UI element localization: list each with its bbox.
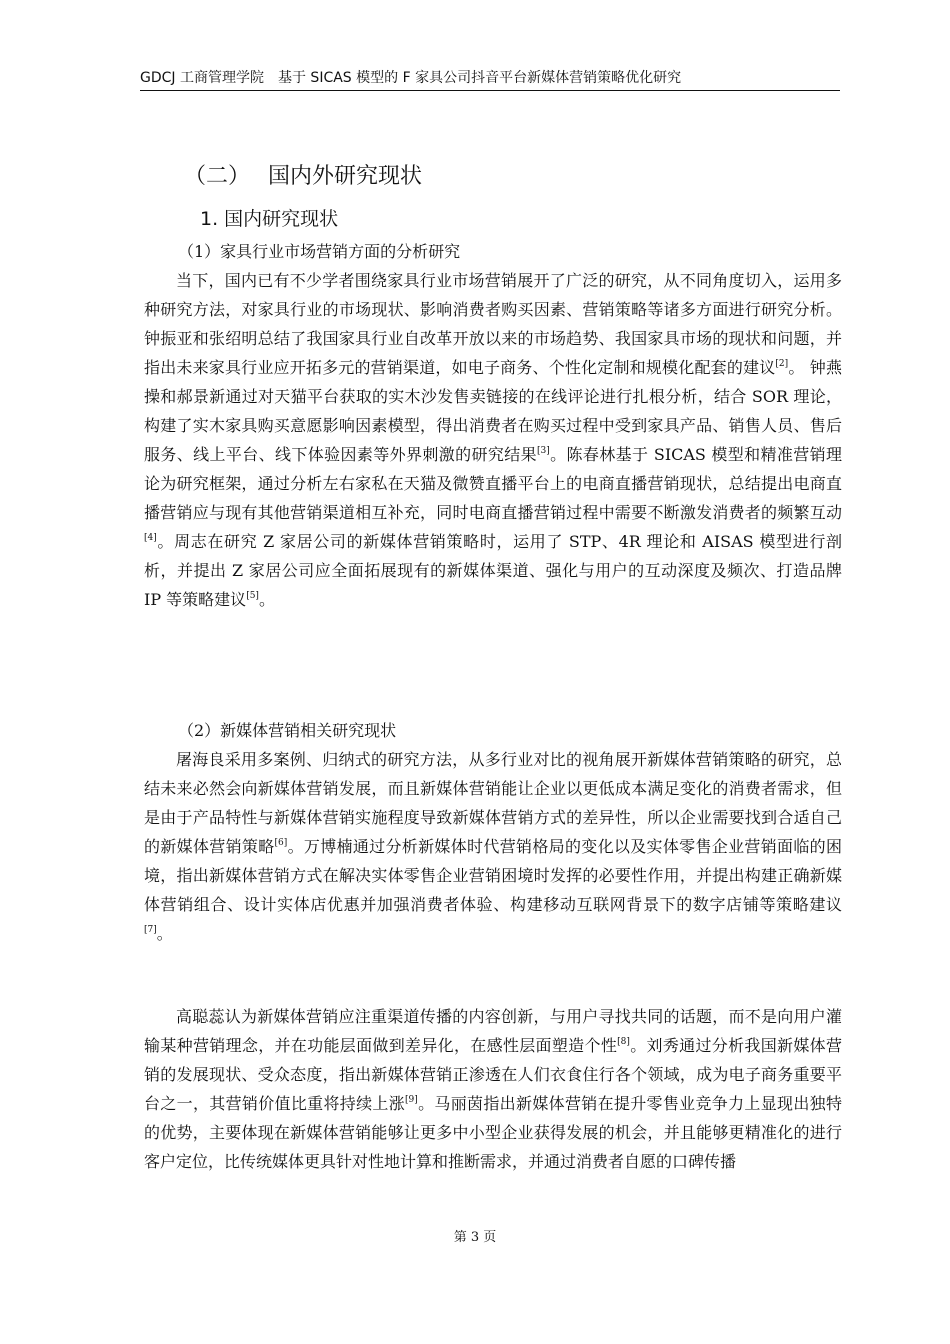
citation: [9] — [405, 1095, 418, 1105]
body-block-3 — [144, 1002, 842, 1176]
paragraph-text: 。 — [156, 924, 173, 943]
paragraph-text: 。周志在研究 Z 家居公司的新媒体营销策略时，运用了 STP、4R 理论和 AISAS 模型进行剖析，并提出 Z 家居公司应全面拓展现有的新媒体渠道、强化与用户的互动深度及频次、打造品牌 IP 等策略建议 — [144, 532, 842, 609]
citation: [4] — [144, 533, 157, 543]
paragraph-text: 。万博楠通过分析新媒体时代营销格局的变化以及实体零售企业营销面临的困境，指出新媒体营销方式在解决实体零售企业营销困境时发挥的必要性作用，并提出构建正确新媒体营销组合、设计实体店优惠并加强消费者体验、构建移动互联网背景下的数字店铺等策略建议 — [144, 837, 842, 914]
paragraph-text: 。刘秀通过分析我国新媒体营销的发展现状、受众态度，指出新媒体营销正渗透在人们衣食住行各个领域，成为电子商务重要平台之一，其营销价值比重将持续上涨 — [144, 1036, 842, 1113]
paragraph-text: 。马丽茵指出新媒体营销在提升零售业竞争力上显现出独特的优势，主要体现在新媒体营销能够让更多中小型企业获得发展的机会，并且能够更精准化的进行客户定位，比传统媒体更具针对性地计算和推断需求，并通过消费者自愿的口碑传播 — [144, 1094, 842, 1171]
running-header — [140, 68, 840, 91]
paragraph-3 — [144, 1002, 842, 1176]
header-school: GDCJ 工商管理学院 — [140, 70, 264, 86]
section-heading — [184, 160, 422, 194]
paragraph-2 — [144, 745, 842, 948]
paragraph-text: 屠海良采用多案例、归纳式的研究方法，从多行业对比的视角展开新媒体营销策略的研究，总结未来必然会向新媒体营销发展，而且新媒体营销能让企业以更低成本满足变化的消费者需求，但是由于产品特性与新媒体营销实施程度导致新媒体营销方式的差异性，所以企业需要找到合适自己的新媒体营销策略 — [144, 750, 842, 856]
citation: [6] — [274, 838, 288, 848]
citation: [7] — [144, 925, 157, 935]
paragraph-text: 高聪蕊认为新媒体营销应注重渠道传播的内容创新，与用户寻找共同的话题，而不是向用户灌输某种营销理念，并在功能层面做到差异化，在感性层面塑造个性 — [144, 1007, 842, 1055]
paragraph-text: 。陈春林基于 SICAS 模型和精准营销理论为研究框架，通过分析左右家私在天猫及微赞直播平台上的电商直播营销现状，总结提出电商直播营销应与现有其他营销渠道相互补充，同时电商直播营销过程中需要不断激发消费者的频繁互动 — [144, 445, 842, 522]
subheading-2: （2）新媒体营销相关研究现状 — [178, 721, 397, 740]
subsection-heading: 1. 国内研究现状 — [200, 208, 339, 230]
page-number: 第 3 页 — [453, 1230, 497, 1245]
header-title: 基于 SICAS 模型的 F 家具公司抖音平台新媒体营销策略优化研究 — [277, 70, 682, 86]
paragraph-text: 。 钟燕操和郝景新通过对天猫平台获取的实木沙发售卖链接的在线评论进行扎根分析，结合 SOR 理论，构建了实木家具购买意愿影响因素模型，得出消费者在购买过程中受到家具产品、销售人员、售后服务、线上平台、线下体验因素等外界刺激的研究结果 — [144, 358, 842, 464]
body-block-2 — [144, 745, 842, 948]
subheading-1: （1）家具行业市场营销方面的分析研究 — [178, 242, 461, 261]
citation: [3] — [537, 446, 550, 456]
section-number: （二） — [184, 164, 251, 189]
paragraph-text: 当下，国内已有不少学者围绕家具行业市场营销展开了广泛的研究，从不同角度切入，运用多种研究方法，对家具行业的市场现状、影响消费者购买因素、营销策略等诸多方面进行研究分析。钟振亚和张绍明总结了我国家具行业自改革开放以来的市场趋势、我国家具市场的现状和问题，并指出未来家具行业应开拓多元的营销渠道，如电子商务、个性化定制和规模化配套的建议 — [144, 271, 842, 377]
citation: [5] — [246, 591, 259, 601]
body-block-1 — [144, 266, 842, 614]
section-title: 国内外研究现状 — [268, 164, 423, 189]
citation: [8] — [617, 1037, 630, 1047]
citation: [2] — [775, 359, 789, 369]
paragraph-text: 。 — [258, 590, 275, 609]
paragraph-1 — [144, 266, 842, 614]
